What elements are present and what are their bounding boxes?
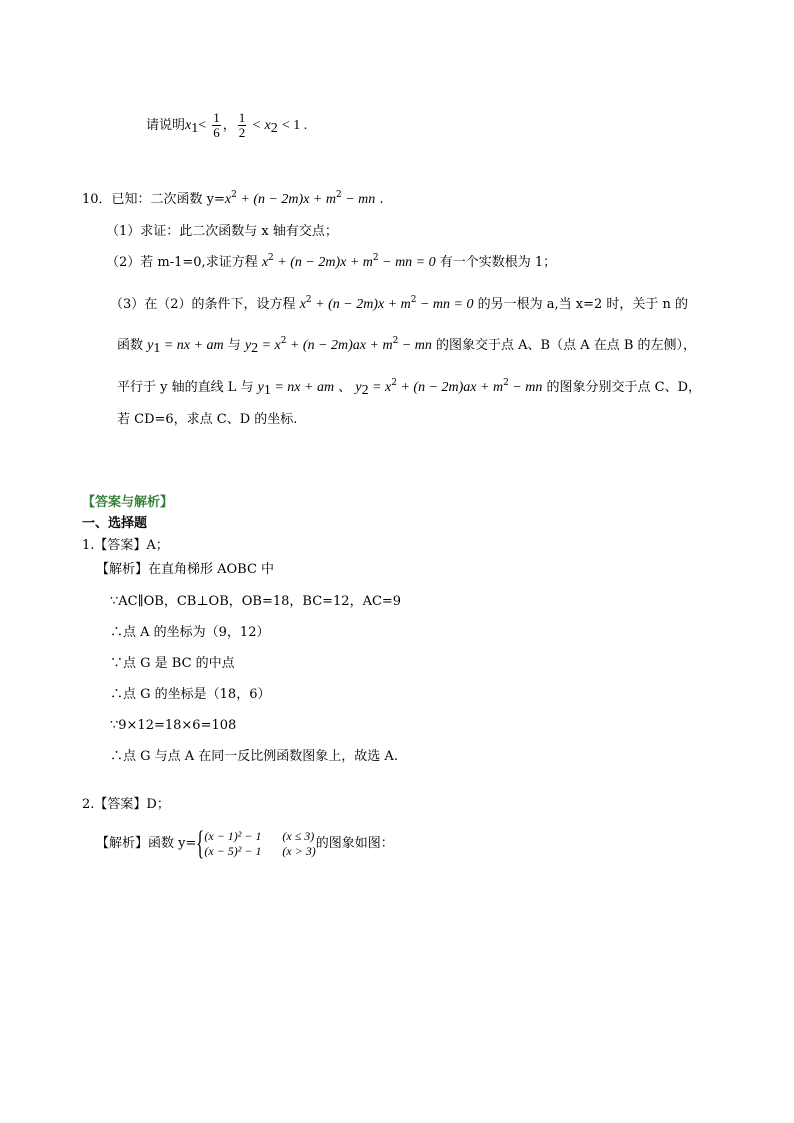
math: x (261, 255, 269, 270)
text: 有一个实数根为 1； (435, 255, 557, 270)
prefix-text: 请说明 (146, 118, 186, 133)
q10-line4: 函数 $y_1$ = nx + am 与 $y_2 = x^2 + (n - 2m)ax + m^2$ − mn 的图象交于点 A、B（点 A 在点 B 的左侧）， (117, 336, 697, 356)
left-brace: { (196, 824, 205, 862)
math: − mn (341, 192, 376, 207)
frac-num: 1 (213, 110, 220, 125)
text: 、 (334, 380, 356, 395)
fraction-1-6 (212, 111, 221, 140)
analysis-line-5: ∴点 G 的坐标是（18，6） (110, 687, 271, 702)
top-line (146, 106, 307, 146)
piece-expr: (x − 5)² − 1 (204, 843, 262, 858)
math: + (n − 2m)x + m (311, 297, 411, 312)
text: 的另一根为 a,当 x=2 时，关于 n 的 (473, 297, 689, 312)
math: + (n − 2m)x + m (273, 255, 373, 270)
text: （3）在（2）的条件下，设方程 (110, 297, 300, 312)
q10-line5: 平行于 y 轴的直线 L 与 $y_1$ = nx + am 、 $y_2 = x^2 + (n - 2m)ax + m^2$ − mn 的图象分别交于点 C、D， (117, 378, 702, 398)
frac-num: 1 (238, 110, 246, 125)
text: 函数 (117, 338, 148, 353)
frac-den: 6 (213, 125, 220, 140)
math: − mn = 0 (378, 255, 436, 270)
sub: 1 (153, 341, 161, 356)
math: = nx + am (160, 338, 224, 353)
text: 【解析】函数 y= (96, 836, 197, 851)
math: y (147, 338, 154, 353)
q10-head-text: 10．已知：二次函数 y= (82, 192, 225, 207)
math: + (n − 2m)ax + m (286, 338, 393, 353)
sub: 1 (263, 383, 271, 398)
math: − mn (508, 380, 543, 395)
q10-part2: （2）若 m-1=0,求证方程 $x^2 + (n - 2m)x + m^2$ − mn = 0 有一个实数根为 1； (106, 253, 557, 270)
math: + (n − 2m)ax + m (396, 380, 504, 395)
text: （2）若 m-1=0,求证方程 (106, 255, 262, 270)
answer-2: 2.【答案】D； (82, 797, 170, 812)
section-title: 一、选择题 (82, 516, 148, 531)
comma: ， (222, 118, 236, 133)
fraction-1-2 (238, 111, 247, 140)
piece-expr: (x − 1)² − 1 (204, 828, 262, 843)
lt-sign: < (198, 118, 207, 133)
math: y (257, 380, 264, 395)
math: − mn = 0 (416, 297, 474, 312)
text: 的图象如图： (315, 836, 394, 851)
math: − mn (398, 338, 432, 353)
period: . (375, 192, 384, 207)
tail-text: < 1 . (281, 118, 308, 133)
analysis-line-4: ∵点 G 是 BC 的中点 (110, 656, 235, 671)
analysis-line-3: ∴点 A 的坐标为（9，12） (110, 625, 270, 640)
text: 的图象分别交于点 C、D， (542, 380, 702, 395)
piece-row-2 (204, 844, 315, 859)
math: x (299, 297, 306, 312)
q10-head: 10．已知：二次函数 $y=x^2 + (n - 2m)x + m^2$ − mn . (82, 190, 384, 207)
math: y (244, 338, 252, 353)
math: = nx + am (270, 380, 335, 395)
text: 与 (223, 338, 245, 353)
q10-line6: 若 CD=6，求点 C、D 的坐标. (117, 412, 298, 427)
q10-part1: （1）求证：此二次函数与 x 轴有交点； (106, 224, 338, 239)
sub-1: 1 (191, 121, 199, 136)
text: 的图象交于点 A、B（点 A 在点 B 的左侧）， (431, 338, 697, 353)
analysis-line-1: 【解析】在直角梯形 AOBC 中 (96, 562, 275, 577)
math: y (355, 380, 362, 395)
answer-header: 【答案与解析】 (82, 495, 174, 510)
analysis-line-7: ∴点 G 与点 A 在同一反比例函数图象上，故选 A. (110, 749, 398, 764)
analysis-line-6: ∵9×12=18×6=108 (110, 718, 237, 733)
piece-cond: (x > 3) (282, 843, 316, 858)
q10-part3: （3）在（2）的条件下，设方程 $x^2 + (n - 2m)x + m^2$ − mn = 0 的另一根为 a,当 x=2 时，关于 n 的 (110, 295, 689, 312)
math: x (224, 192, 232, 207)
var-x2: x (264, 118, 271, 133)
lt-sign: < (252, 118, 261, 133)
frac-den: 2 (238, 125, 246, 140)
sub: 2 (361, 383, 369, 398)
sub-2: 2 (270, 121, 278, 136)
var-x1: x (185, 118, 192, 133)
sub: 2 (251, 341, 259, 356)
analysis-line-2: ∵AC∥OB，CB⊥OB，OB=18，BC=12，AC=9 (110, 594, 402, 609)
piecewise-function (196, 824, 316, 862)
analysis-2 (96, 826, 394, 862)
math: = x (258, 338, 281, 353)
text: 平行于 y 轴的直线 L 与 (117, 380, 258, 395)
piece-row-1 (204, 829, 315, 844)
piece-cond: (x ≤ 3) (282, 828, 315, 843)
answer-1: 1.【答案】A； (82, 538, 169, 553)
math: + (n − 2m)x + m (236, 192, 336, 207)
math: = x (368, 380, 392, 395)
